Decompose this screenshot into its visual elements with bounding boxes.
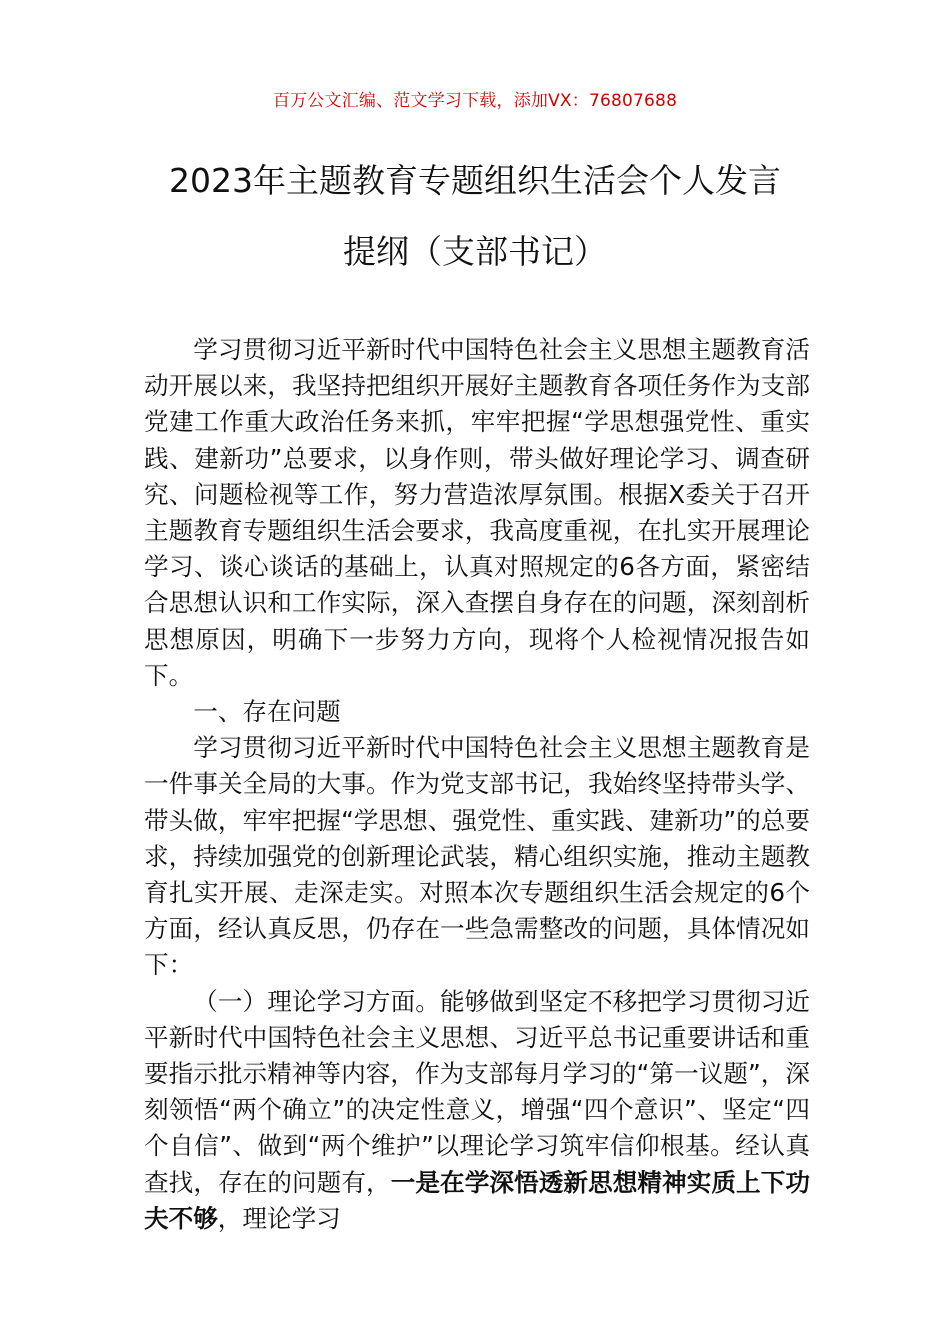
subsection-theory-study-tail: ，理论学习: [217, 1203, 341, 1233]
intro-paragraph: 学习贯彻习近平新时代中国特色社会主义思想主题教育活动开展以来，我坚持把组织开展好主题教育各项任务作为支部党建工作重大政治任务来抓，牢牢把握“学思想强党性、重实践、建新功”总要求，以身作则，带头做好理论学习、调查研究、问题检视等工作，努力营造浓厚氛围。根据X委关于召开主题教育专题组织生活会要求，我高度重视，在扎实开展理论学习、谈心谈话的基础上，认真对照规定的6各方面，紧密结合思想认识和工作实际，深入查摆自身存在的问题，深刻剖析思想原因，明确下一步努力方向，现将个人检视情况报告如下。: [144, 335, 810, 690]
section-heading-problems: 一、存在问题: [193, 697, 341, 727]
subsection-theory-study-paragraph: [144, 984, 810, 1237]
document-title-line-1: 2023年主题教育专题组织生活会个人发言: [169, 161, 781, 200]
document-title-line-2: 提纲（支部书记）: [343, 232, 607, 271]
subsection-theory-study-bold: 一是在学深悟透新思想精神实质上下功夫不够: [144, 1167, 810, 1233]
document-body: [144, 332, 810, 1237]
subsection-theory-study-text: （一）理论学习方面。能够做到坚定不移把学习贯彻习近平新时代中国特色社会主义思想、习近平总书记重要讲话和重要指示批示精神等内容，作为支部每月学习的“第一议题”，深刻领悟“两个确立”的决定性意义，增强“四个意识”、坚定“四个自信”、做到“两个维护”以理论学习筑牢信仰根基。经认真查找，存在的问题有，: [144, 986, 810, 1197]
header-ad-text: 百万公文汇编、范文学习下载，添加VX：76807688: [272, 91, 678, 111]
section-problems-paragraph: 学习贯彻习近平新时代中国特色社会主义思想主题教育是一件事关全局的大事。作为党支部书记，我始终坚持带头学、带头做，牢牢把握“学思想、强党性、重实践、建新功”的总要求，持续加强党的创新理论武装，精心组织实施，推动主题教育扎实开展、走深走实。对照本次专题组织生活会规定的6个方面，经认真反思，仍存在一些急需整改的问题，具体情况如下：: [144, 733, 810, 980]
